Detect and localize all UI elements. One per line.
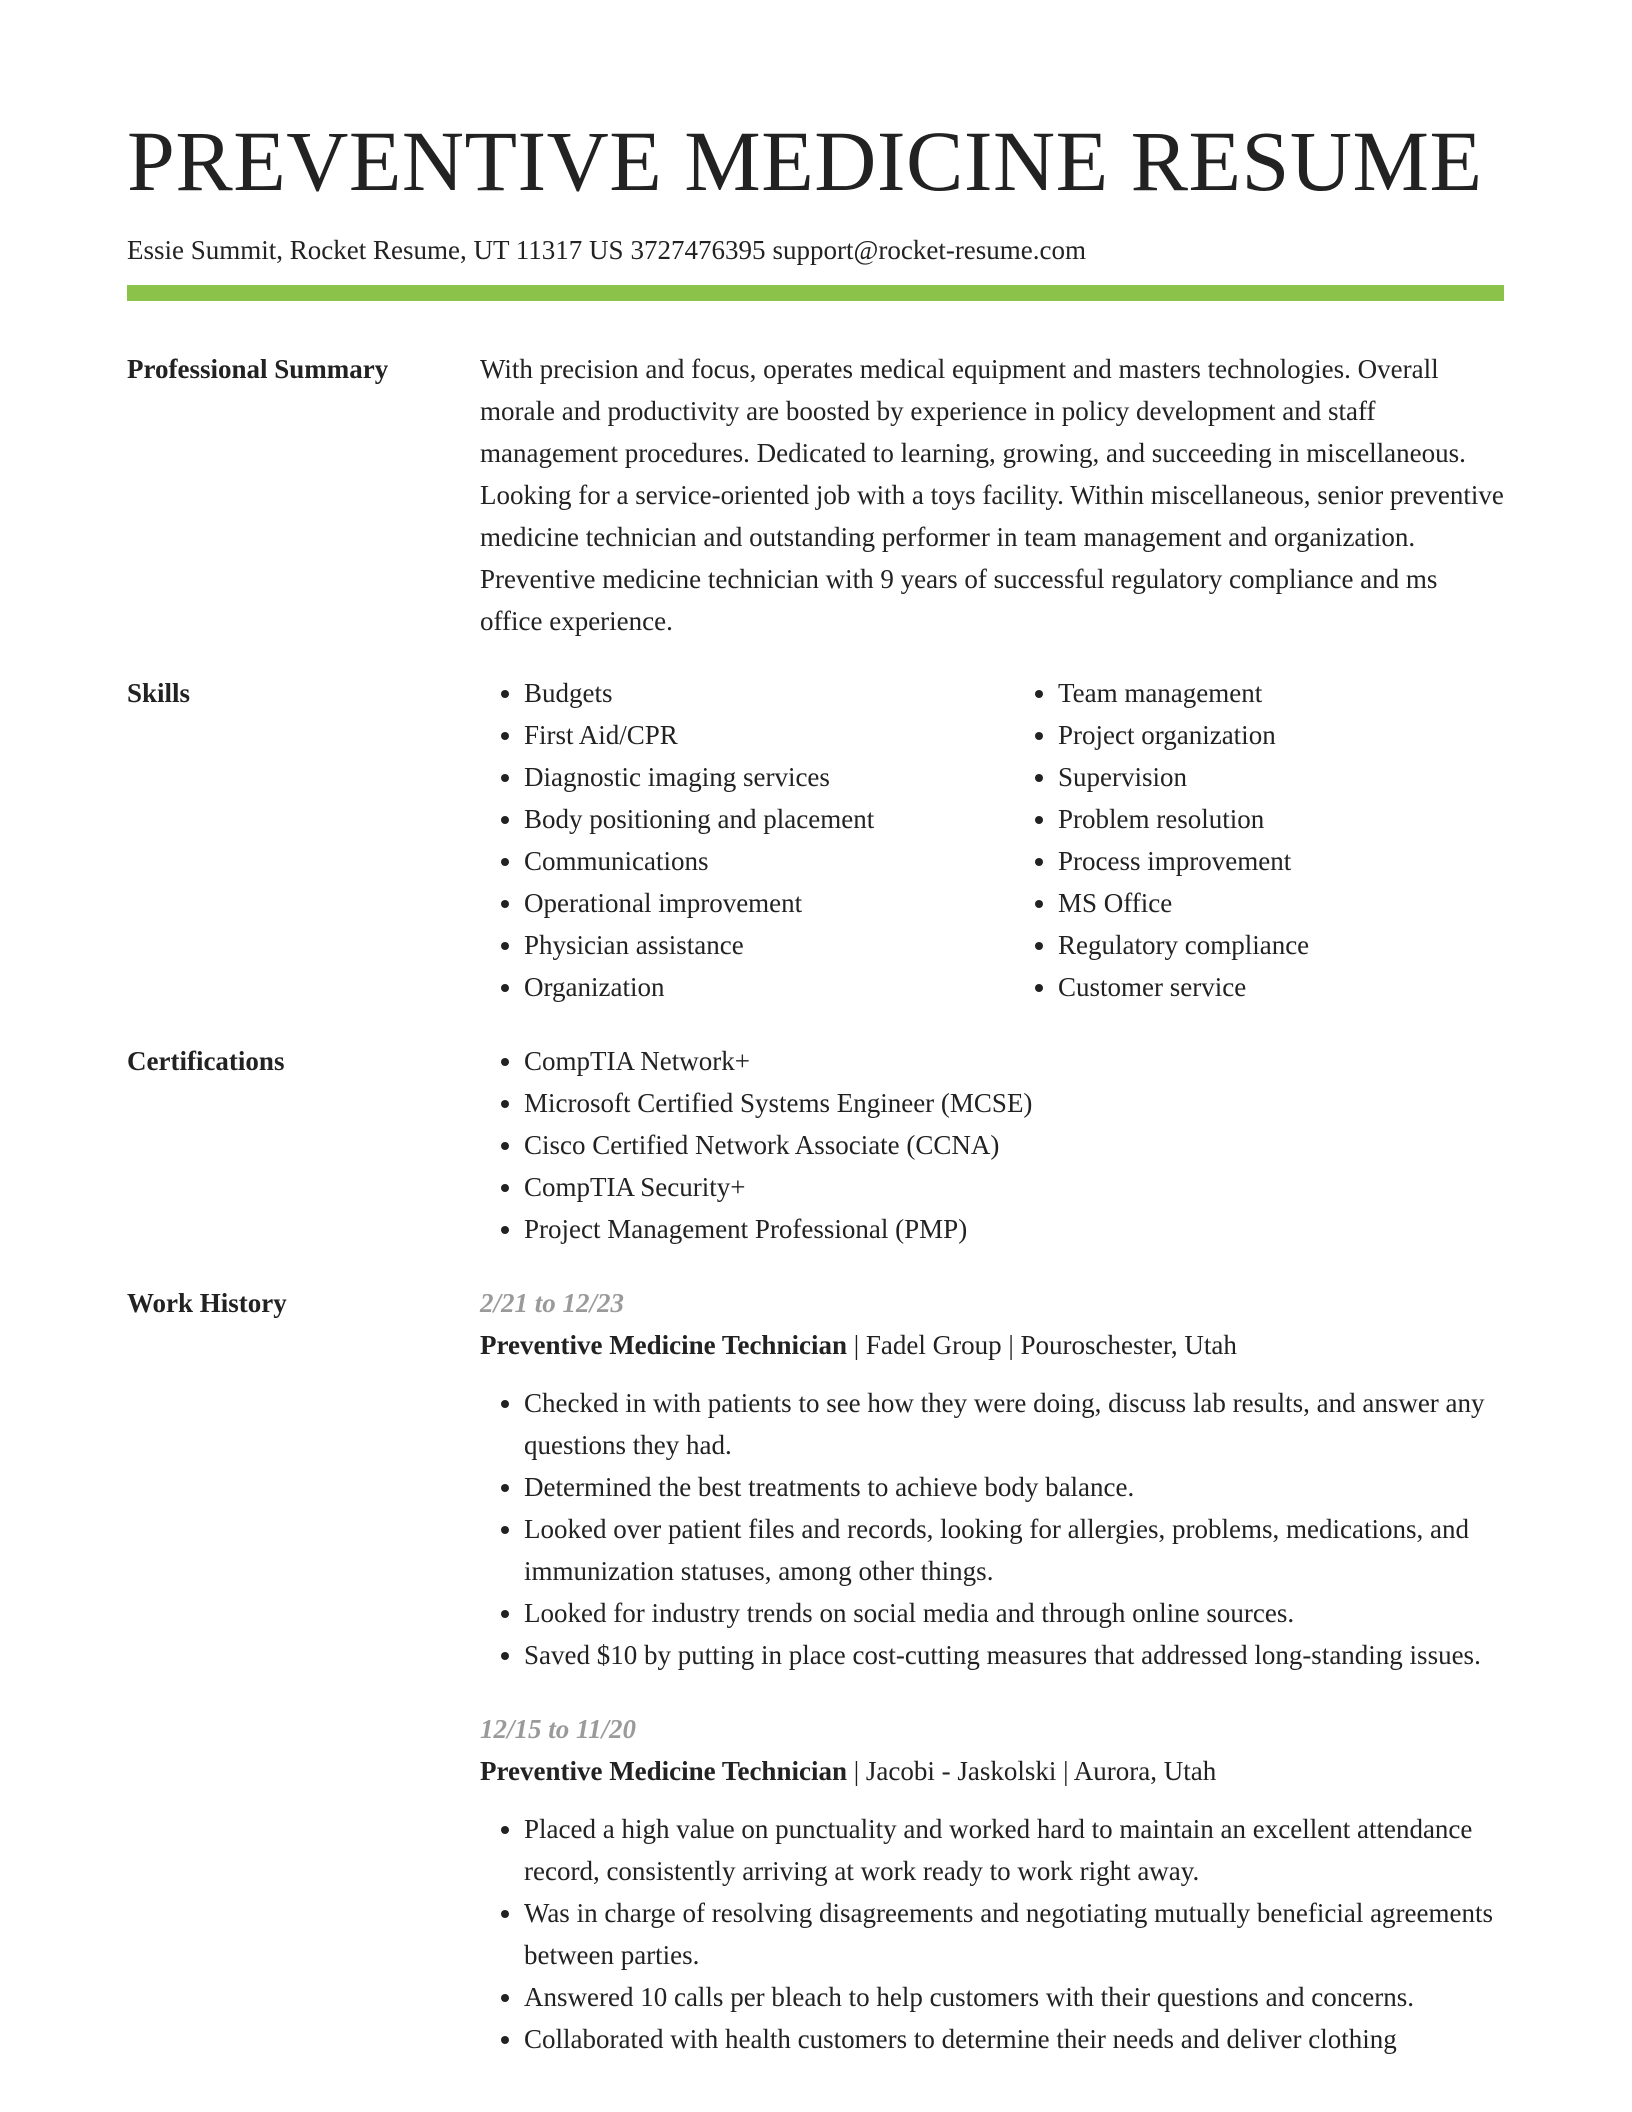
job-heading	[480, 1750, 1504, 1792]
skill-item: • Supervision	[1058, 756, 1504, 798]
skill-item: • Communications	[524, 840, 970, 882]
skill-item: • Team management	[1058, 672, 1504, 714]
skill-item: • Organization	[524, 966, 970, 1008]
job-details: | Fadel Group | Pouroschester, Utah	[846, 1330, 1237, 1360]
skill-item: • MS Office	[1058, 882, 1504, 924]
skill-item: • Project organization	[1058, 714, 1504, 756]
skill-item: • Regulatory compliance	[1058, 924, 1504, 966]
skill-item: • Operational improvement	[524, 882, 970, 924]
certification-item: • CompTIA Network+	[524, 1040, 1504, 1082]
skill-item: • Budgets	[524, 672, 970, 714]
job-title: Preventive Medicine Technician	[480, 1756, 847, 1786]
job-bullet: • Answered 10 calls per bleach to help customers with their questions and concerns.	[524, 1976, 1504, 2018]
job-dates: 2/21 to 12/23	[480, 1288, 625, 1318]
resume-title: PREVENTIVE MEDICINE RESUME	[127, 113, 1483, 209]
job-bullet: • Checked in with patients to see how they were doing, discuss lab results, and answer any questions they had.	[524, 1382, 1504, 1466]
summary-body	[480, 348, 1504, 642]
accent-divider	[127, 285, 1504, 301]
skill-item: • Body positioning and placement	[524, 798, 970, 840]
job-bullet: • Collaborated with health customers to determine their needs and deliver clothing	[524, 2018, 1504, 2060]
summary-text: With precision and focus, operates medical equipment and masters technologies. Overall morale and productivity are boosted by experience in policy development and staff management procedures. Dedicated to learning, growing, and succeeding in miscellaneous. Looking for a service-oriented job with a toys facility. Within miscellaneous, senior preventive medicine technician and outstanding performer in team management and organization. Preventive medicine technician with 9 years of successful regulatory compliance and ms office experience.	[480, 354, 1504, 636]
certification-item: • CompTIA Security+	[524, 1166, 1504, 1208]
job-bullets	[480, 1382, 1504, 1676]
certification-item: • Microsoft Certified Systems Engineer (MCSE)	[524, 1082, 1504, 1124]
job-bullet: • Looked for industry trends on social media and through online sources.	[524, 1592, 1504, 1634]
skills-list-left	[480, 672, 970, 1008]
skills-body	[480, 672, 1504, 1008]
certifications-list	[480, 1040, 1504, 1250]
certifications-body	[480, 1040, 1504, 1250]
contact-line	[127, 232, 1086, 268]
summary-label: Professional Summary	[127, 354, 389, 384]
skills-label: Skills	[127, 678, 191, 708]
job-heading	[480, 1324, 1504, 1366]
certification-item: • Cisco Certified Network Associate (CCNA)	[524, 1124, 1504, 1166]
job-bullets	[480, 1808, 1504, 2060]
skill-item: • Problem resolution	[1058, 798, 1504, 840]
skills-list-right	[1014, 672, 1504, 1008]
job-bullet: • Saved $10 by putting in place cost-cutting measures that addressed long-standing issues.	[524, 1634, 1504, 1676]
job-bullet: • Determined the best treatments to achieve body balance.	[524, 1466, 1504, 1508]
contact-address: Essie Summit, Rocket Resume, UT 11317 US	[127, 235, 624, 265]
skill-item: • Diagnostic imaging services	[524, 756, 970, 798]
job-bullet: • Looked over patient files and records, looking for allergies, problems, medications, and immunization statuses, among other things.	[524, 1508, 1504, 1592]
skill-item: • Physician assistance	[524, 924, 970, 966]
work-history-label: Work History	[127, 1288, 287, 1318]
job-details: | Jacobi - Jaskolski | Aurora, Utah	[846, 1756, 1217, 1786]
job-entry	[480, 1708, 1504, 2060]
job-bullet: • Placed a high value on punctuality and worked hard to maintain an excellent attendance record, consistently arriving at work ready to work right away.	[524, 1808, 1504, 1892]
skill-item: • Customer service	[1058, 966, 1504, 1008]
job-entry	[480, 1282, 1504, 1676]
job-dates: 12/15 to 11/20	[480, 1714, 637, 1744]
certification-item: • Project Management Professional (PMP)	[524, 1208, 1504, 1250]
contact-phone: 3727476395	[630, 235, 766, 265]
skill-item: • Process improvement	[1058, 840, 1504, 882]
work-history-body	[480, 1282, 1504, 2092]
certifications-label: Certifications	[127, 1046, 285, 1076]
job-bullet: • Was in charge of resolving disagreements and negotiating mutually beneficial agreements between parties.	[524, 1892, 1504, 1976]
job-title: Preventive Medicine Technician	[480, 1330, 847, 1360]
contact-email: support@rocket-resume.com	[772, 235, 1087, 265]
skill-item: • First Aid/CPR	[524, 714, 970, 756]
